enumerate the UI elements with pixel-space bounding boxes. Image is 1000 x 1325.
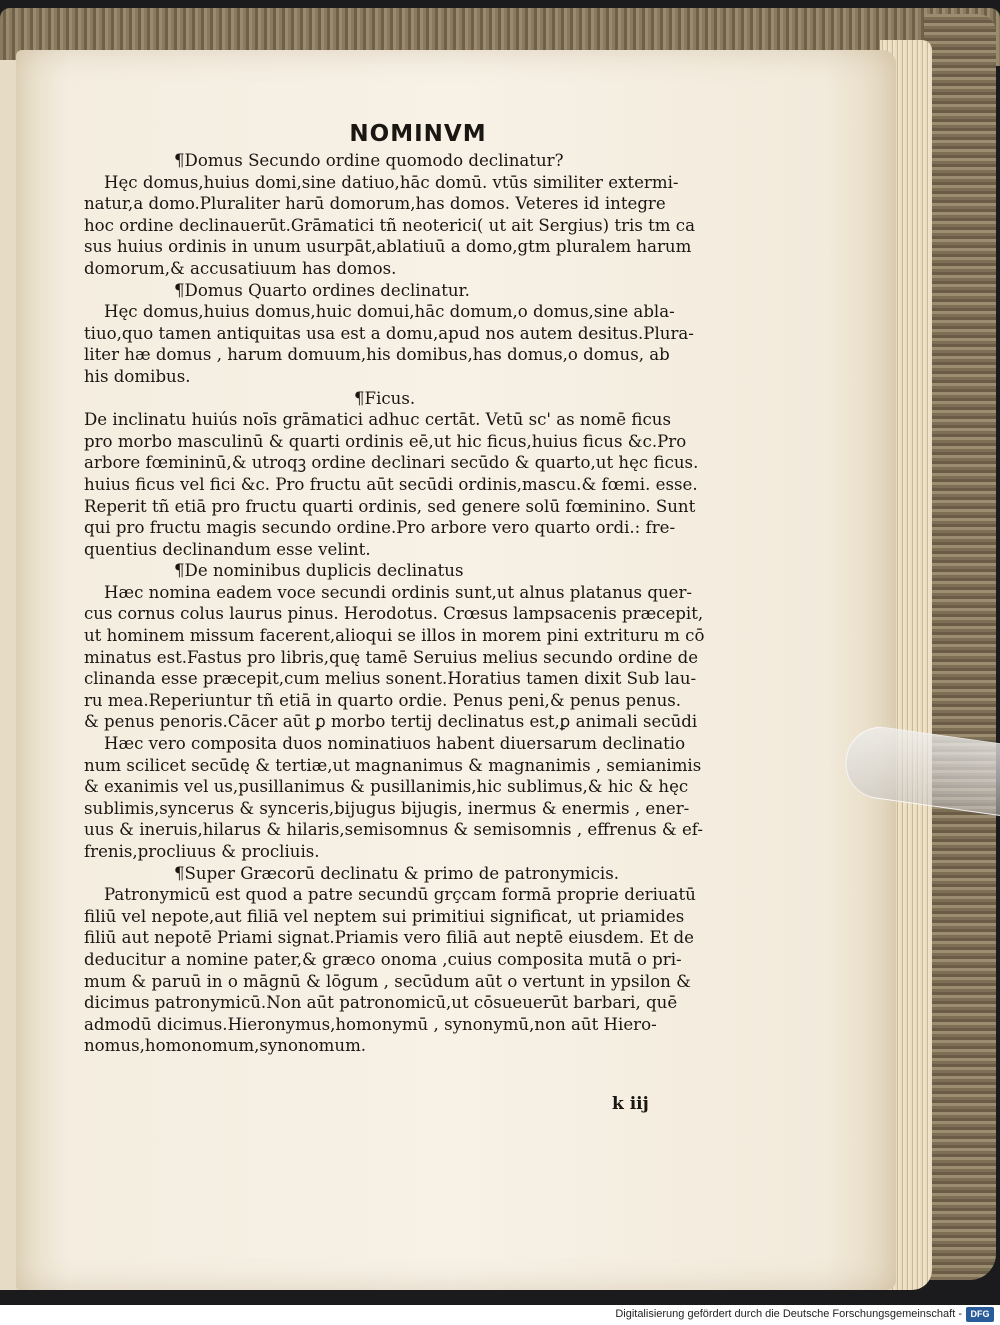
- text-line: & exanimis vel us,pusillanimus & pusillanimis,hic sublimus,& hic & hęc: [84, 777, 689, 797]
- text-line: Hæc vero composita duos nominatiuos habent diuersarum declinatio: [104, 734, 686, 754]
- book-cover-right: [924, 14, 996, 1280]
- signature-mark: k iij: [612, 1094, 649, 1114]
- text-line: quentius declinandum esse velint.: [84, 539, 371, 559]
- text-line: Hęc domus,huius domi,sine datiuo,hāc domū. vtūs similiter extermi-: [104, 172, 679, 192]
- text-line: ¶Domus Secundo ordine quomodo declinatur?: [174, 151, 564, 170]
- text-line: sus huius ordinis in unum usurpāt,ablatiuū a domo,gtm pluralem harum: [84, 237, 692, 257]
- text-line: frenis,procliuus & procliuis.: [84, 842, 320, 861]
- text-line: Hæc nomina eadem voce secundi ordinis sunt,ut alnus platanus quer-: [104, 582, 693, 602]
- text-line: huius ficus vel fici &c. Pro fructu aūt secūdi ordinis,mascu.& fœmi. esse.: [84, 474, 698, 494]
- text-line: admodū dicimus.Hieronymus,homonymū , synonymū,non aūt Hiero-: [84, 1014, 657, 1034]
- text-line: pro morbo masculinū & quarti ordinis eē,ut hic ficus,huius ficus &c.Pro: [84, 431, 687, 451]
- text-line: ru mea.Reperiuntur tñ etiā in quarto ordie. Penus peni,& penus penus.: [84, 690, 682, 710]
- text-line: ut hominem missum facerent,alioqui se illos in morem pini extrituru m cō: [84, 626, 705, 646]
- footer-credit: Digitalisierung gefördert durch die Deutsche Forschungsgemeinschaft -: [615, 1308, 962, 1320]
- text-line: mum & paruū in o māgnū & lōgum , secūdum aūt o vertunt in ypsilon &: [84, 971, 691, 991]
- dfg-logo: DFG: [966, 1307, 994, 1322]
- text-line: De inclinatu huiús noīs grāmatici adhuc certāt. Vetū sc' as nomē ficus: [84, 410, 671, 430]
- text-line: num scilicet secūdę & tertiæ,ut magnanimus & magnanimis , semianimis: [84, 755, 702, 775]
- text-line: qui pro fructu magis secundo ordine.Pro arbore vero quarto ordi.: fre-: [84, 518, 676, 538]
- text-lines: [84, 150, 712, 1057]
- text-line: liter hæ domus , harum domuum,his domibus,has domus,o domus, ab: [84, 345, 670, 365]
- text-line: cus cornus colus laurus pinus. Herodotus. Crœsus lampsacenis præcepit,: [84, 604, 704, 624]
- text-line: clinanda esse præcepit,cum melius sonent.Horatius tamen dixit Sub lau-: [84, 669, 697, 689]
- text-line: uus & ineruis,hilarus & hilaris,semisomnus & semisomnis , effrenus & ef-: [84, 820, 703, 840]
- text-line: arbore fœmininū,& utroqꝫ ordine declinari secūdo & quarto,ut hęc ficus.: [84, 453, 699, 473]
- text-line: Patronymicū est quod a patre secundū grçcam formā proprie deriuatū: [104, 885, 696, 905]
- footer-bar: [0, 1305, 1000, 1325]
- text-line: minatus est.Fastus pro libris,quę tamē Seruius melius secundo ordine de: [84, 647, 699, 667]
- text-line: his domibus.: [84, 366, 191, 386]
- text-line: nomus,homonomum,synonomum.: [84, 1036, 367, 1056]
- text-line: domorum,& accusatiuum has domos.: [84, 258, 397, 278]
- text-line: dicimus patronymicū.Non aūt patronomicū,ut cōsueuerūt barbari, quē: [84, 993, 678, 1013]
- text-line: deducitur a nomine pater,& græco onoma ,cuius composita mutā o pri-: [84, 949, 682, 969]
- text-line: & penus penoris.Cācer aūt ꝑ morbo tertij declinatus est,ꝑ animali secūdi: [84, 712, 698, 732]
- text-line: natur,a domo.Pluraliter harū domorum,has domos. Veteres id integre: [84, 194, 666, 214]
- text-line: ¶Domus Quarto ordines declinatur.: [174, 280, 470, 300]
- text-line: tiuo,quo tamen antiquitas usa est a domu,apud nos autem desitus.Plura-: [84, 323, 694, 343]
- text-line: sublimis,syncerus & syncеris,bijugus bijugis, inermus & enermis , ener-: [84, 798, 690, 818]
- page-heading: NOMINVM: [349, 121, 487, 147]
- text-line: filiū vel nepote,aut filiā vel neptem sui primitiui significat, ut priamides: [84, 906, 685, 926]
- text-line: ¶De nominibus duplicis declinatus: [174, 561, 464, 581]
- text-line: Reperit tñ etiā pro fructu quarti ordinis, sed genere solū fœminino. Sunt: [84, 496, 696, 516]
- text-line: Hęc domus,huius domus,huic domui,hāc domum,o domus,sine abla-: [104, 302, 675, 322]
- text-line: ¶Super Græcorū declinatu & primo de patronymicis.: [174, 863, 620, 883]
- text-line: filiū aut nepotē Priami signat.Priamis vero filiā aut neptē eiusdem. Et de: [84, 928, 694, 948]
- page-text-block: [84, 118, 712, 1057]
- text-line: ¶Ficus.: [354, 388, 416, 408]
- text-line: hoc ordine declinauerūt.Grāmatici tñ neoterici( ut ait Sergius) tris tm ca: [84, 215, 695, 235]
